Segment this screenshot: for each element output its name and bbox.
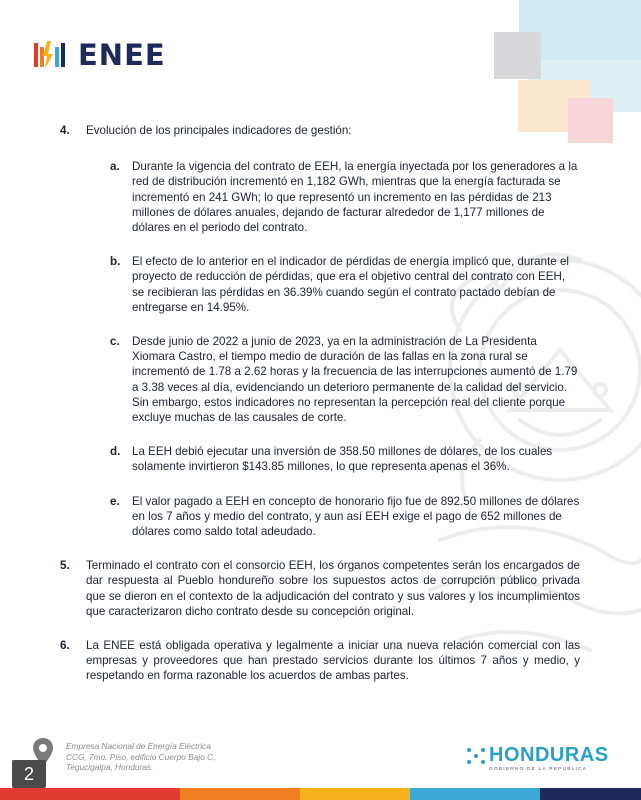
list-item <box>110 444 580 474</box>
list-item <box>110 159 580 235</box>
color-bar-segment <box>180 788 300 800</box>
section-number: 4. <box>60 124 70 137</box>
address-line: CCG, 7mo. Piso, edificio Cuerpo Bajo C, <box>66 751 216 762</box>
address-line: Tegucigalpa, Honduras. <box>66 762 154 773</box>
enee-logo-icon <box>34 41 66 69</box>
color-bar-segment <box>410 788 540 800</box>
item-text: Durante la vigencia del contrato de EEH, la energía inyectada por los generadores a la red de distribución incrementó en 1,182 GWh, mientras que la energía facturada se incrementó en 241 GWh; lo que representó un incremento en las pérdidas de 213 millones de dólares anuales, dejando de facturar alrededor de 1,177 millones de dólares en el periodo del contrato. <box>132 160 578 235</box>
enee-logo <box>34 38 166 72</box>
item-text: El efecto de lo anterior en el indicador de pérdidas de energía implicó que, durante el proyecto de reducción de pérdidas, que era el objetivo central del contrato con EEH, se recibieran las pérdidas en 36.39% cuando según el contrato pactado debían de entregarse en 14.95%. <box>132 255 569 314</box>
color-bar-segment <box>0 788 180 800</box>
item-text: La EEH debió ejecutar una inversión de 358.50 millones de dólares, de los cuales solamente invirtieron $143.85 millones, lo que representa apenas el 36%. <box>132 445 553 474</box>
list-item <box>110 254 580 315</box>
section-5 <box>60 558 580 619</box>
page-number: 2 <box>12 760 46 788</box>
section-number: 6. <box>60 639 70 653</box>
item-letter: e. <box>110 494 120 508</box>
item-letter: a. <box>110 160 120 174</box>
section-text: Terminado el contrato con el consorcio EEH, los órganos competentes serán los encargados de dar respuesta al Pueblo hondureño sobre los supuestos actos de corrupción público privada que se dieron en el contexto de la adjudicación del contrato y sus valores y los incumplimientos que caracterizaron dicho contrato desde su concepción original. <box>86 559 580 618</box>
item-text: El valor pagado a EEH en concepto de honorario fijo fue de 892.50 millones de dólares en los 7 años y medio del contrato, y aun así EEH exige el pago de 652 millones de dólares como saldo total adeudado. <box>132 494 580 539</box>
color-bar-segment <box>540 788 641 800</box>
section-text: La ENEE está obligada operativa y legalmente a iniciar una nueva relación comercial con las empresas y proveedores que han prestado servicios durante los últimos 7 años y medio, y respetando en forma razonable los acuerdos de ambas partes. <box>86 639 580 683</box>
honduras-logo <box>465 744 609 767</box>
item-text: Desde junio de 2022 a junio de 2023, ya en la administración de La Presidenta Xiomara Castro, el tiempo medio de duración de las fallas en la zona rural se incrementó de 1.78 a 2.62 horas y la frecuencia de las interrupciones aumentó de 1.79 a 3.38 veces al día, evidenciando un deterioro permanente de la calidad del servicio. Sin embargo, estos indicadores no representan la percepción real del cliente porque excluye muchas de las causales de corte. <box>132 335 578 425</box>
color-bar-segment <box>300 788 410 800</box>
section-6 <box>60 638 580 684</box>
list-item <box>110 494 580 540</box>
item-letter: c. <box>110 335 120 349</box>
enee-logo-text: ENEE <box>78 38 166 72</box>
honduras-subtitle: GOBIERNO DE LA REPÚBLICA <box>489 767 588 772</box>
document-body <box>60 123 580 684</box>
list-item <box>110 334 580 425</box>
item-letter: b. <box>110 255 121 269</box>
color-bar <box>0 788 641 800</box>
section-4 <box>60 123 580 159</box>
item-letter: d. <box>110 445 121 459</box>
address-line: Empresa Nacional de Energía Eléctrica <box>66 741 211 751</box>
section-title: Evolución de los principales indicadores de gestión: <box>86 124 352 137</box>
honduras-logo-text: HONDURAS <box>489 744 609 766</box>
honduras-stars-icon <box>465 746 487 766</box>
footer-address <box>66 741 215 773</box>
section-number: 5. <box>60 559 70 573</box>
decor-square <box>494 32 541 79</box>
